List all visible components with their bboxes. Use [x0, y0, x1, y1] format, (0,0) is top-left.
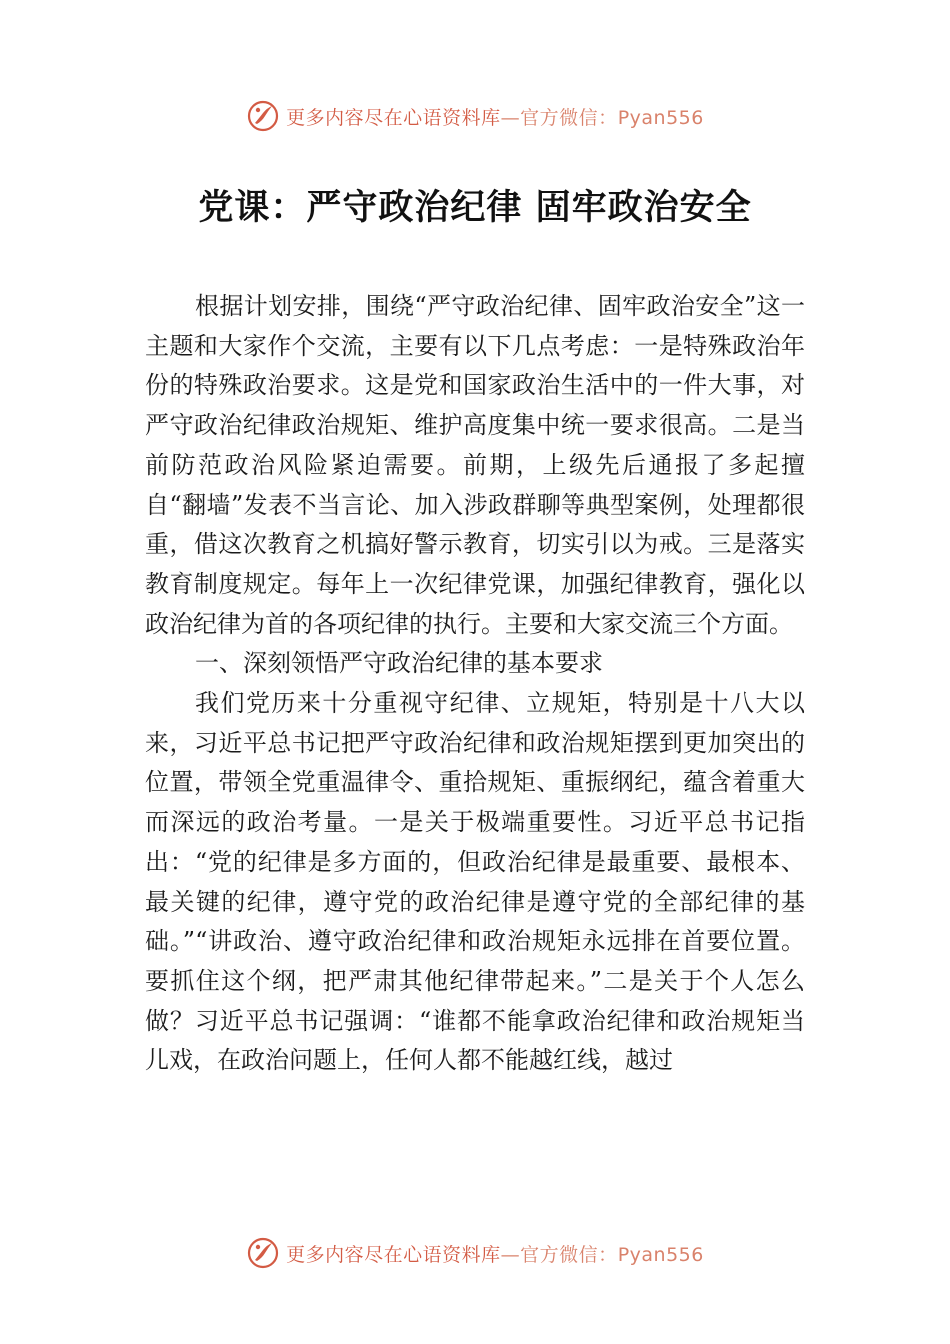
watermark-site: 更多内容尽在心语资料库	[286, 106, 501, 129]
watermark-wechat-id: Pyan556	[617, 1243, 704, 1266]
footer-watermark	[0, 1233, 950, 1273]
paragraph-intro: 根据计划安排，围绕“严守政治纪律、固牢政治安全”这一主题和大家作个交流，主要有以下几点考虑：一是特殊政治年份的特殊政治要求。这是党和国家政治生活中的一件大事，对严守政治纪律政治规矩、维护高度集中统一要求很高。二是当前防范政治风险紧迫需要。前期，上级先后通报了多起擅自“翻墙”发表不当言论、加入涉政群聊等典型案例，处理都很重，借这次教育之机搞好警示教育，切实引以为戒。三是落实教育制度规定。每年上一次纪律党课，加强纪律教育，强化以政治纪律为首的各项纪律的执行。主要和大家交流三个方面。	[145, 292, 805, 638]
watermark-label: 官方微信：	[520, 106, 618, 129]
document-body	[145, 287, 805, 1081]
brush-seal-icon	[246, 1236, 280, 1270]
watermark-dash: —	[500, 1243, 521, 1266]
document-title: 党课：严守政治纪律 固牢政治安全	[198, 187, 752, 228]
watermark-dash: —	[500, 106, 521, 129]
paragraph-section-1: 我们党历来十分重视守纪律、立规矩，特别是十八大以来，习近平总书记把严守政治纪律和政治规矩摆到更加突出的位置，带领全党重温律令、重拾规矩、重振纲纪，蕴含着重大而深远的政治考量。一是关于极端重要性。习近平总书记指出：“党的纪律是多方面的，但政治纪律是最重要、最根本、最关键的纪律，遵守党的政治纪律是遵守党的全部纪律的基础。”“讲政治、遵守政治纪律和政治规矩永远排在首要位置。要抓住这个纲，把严肃其他纪律带起来。”二是关于个人怎么做？习近平总书记强调：“谁都不能拿政治纪律和政治规矩当儿戏，在政治问题上，任何人都不能越红线，越过	[145, 689, 805, 1075]
watermark-wechat-id: Pyan556	[617, 106, 704, 129]
watermark-text	[286, 1240, 704, 1267]
watermark-label: 官方微信：	[520, 1243, 618, 1266]
section-heading-1: 一、深刻领悟严守政治纪律的基本要求	[195, 649, 603, 678]
watermark-site: 更多内容尽在心语资料库	[286, 1243, 501, 1266]
watermark-text	[286, 103, 704, 130]
header-watermark	[0, 96, 950, 136]
brush-seal-icon	[246, 99, 280, 133]
